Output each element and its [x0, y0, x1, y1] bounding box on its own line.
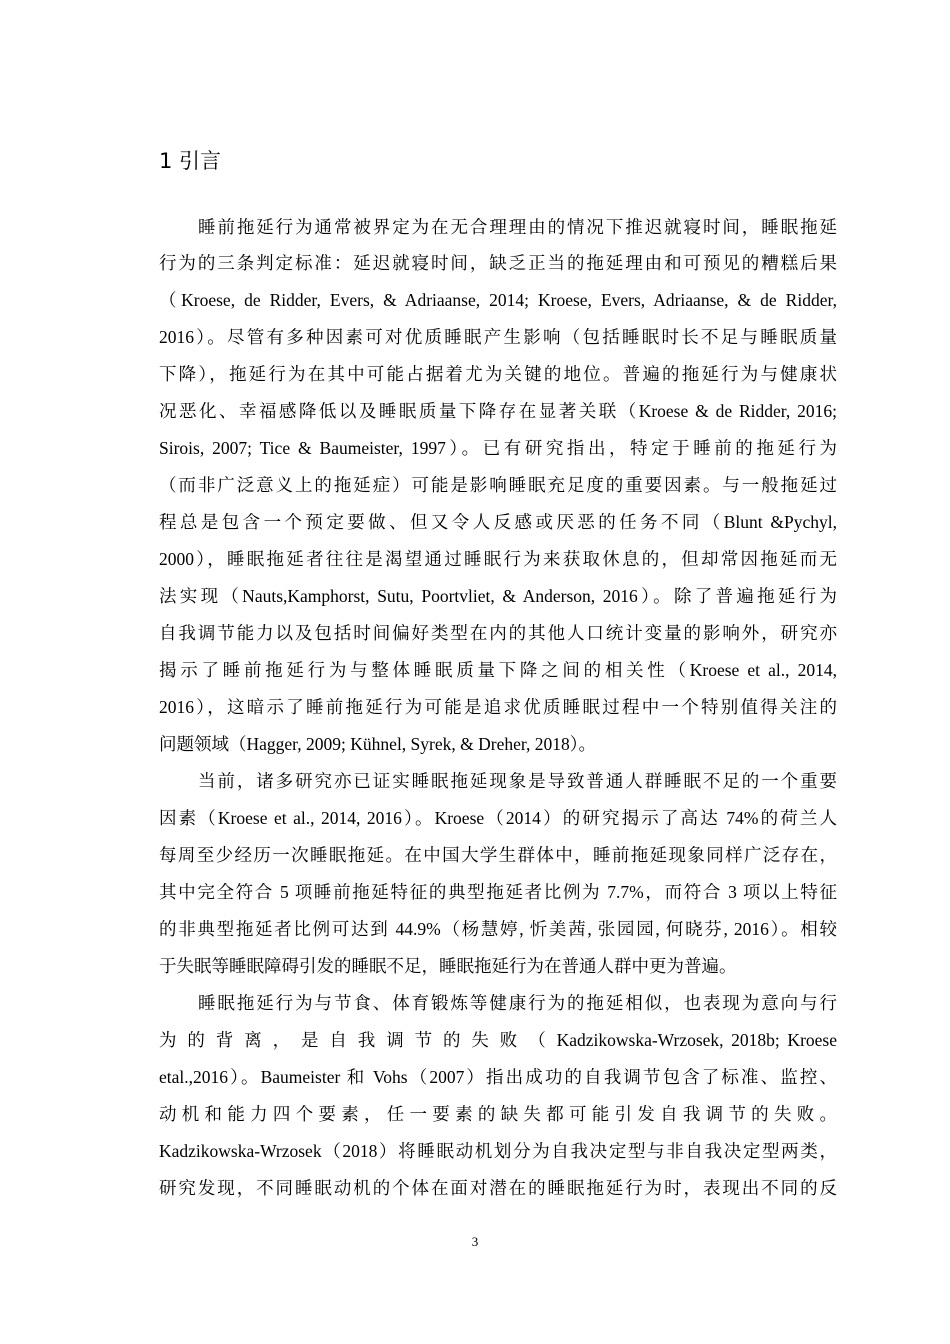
paragraph-1-line-11: 法实现（Nauts,Kamphorst, Sutu, Poortvliet, & Anderson, 2016）。除了普遍拖延行为 — [159, 586, 837, 606]
paragraph-1-line-8: （而非广泛意义上的拖延症）可能是影响睡眠充足度的重要因素。与一般拖延过 — [159, 475, 837, 495]
paragraph-2-line-6: 于失眠等睡眠障碍引发的睡眠不足，睡眠拖延行为在普通人群中更为普遍。 — [159, 956, 737, 976]
paragraph-1-line-4: 2016）。尽管有多种因素可对优质睡眠产生影响（包括睡眠时长不足与睡眠质量 — [159, 327, 837, 347]
paragraph-3-line-3: etal.,2016）。Baumeister 和 Vohs（2007）指出成功的自我调节包含了标准、监控、 — [159, 1067, 837, 1087]
paragraph-1-line-2: 行为的三条判定标准：延迟就寝时间，缺乏正当的拖延理由和可预见的糟糕后果 — [159, 253, 837, 273]
paragraph-3-line-1: 睡眠拖延行为与节食、体育锻炼等健康行为的拖延相似，也表现为意向与行 — [198, 993, 837, 1013]
paragraph-2-line-2: 因素（Kroese et al., 2014, 2016）。Kroese（2014）的研究揭示了高达 74%的荷兰人 — [159, 808, 837, 828]
paragraph-1-line-1: 睡前拖延行为通常被界定为在无合理理由的情况下推迟就寝时间，睡眠拖延 — [198, 217, 837, 237]
paragraph-1-line-15: 问题领域（Hagger, 2009; Kühnel, Syrek, & Dreher, 2018）。 — [159, 734, 596, 754]
page-number: 3 — [471, 1234, 479, 1249]
paragraph-2-line-4: 其中完全符合 5 项睡前拖延特征的典型拖延者比例为 7.7%，而符合 3 项以上特征 — [159, 882, 837, 902]
paragraph-3-line-2: 为 的 背 离 ， 是 自 我 调 节 的 失 败 （ Kadzikowska-Wrzosek, 2018b; Kroese — [159, 1030, 837, 1050]
paragraph-1-line-12: 自我调节能力以及包括时间偏好类型在内的其他人口统计变量的影响外，研究亦 — [159, 623, 837, 643]
paragraph-1-line-6: 况恶化、幸福感降低以及睡眠质量下降存在显著关联（Kroese & de Ridder, 2016; — [159, 401, 837, 421]
paragraph-3-line-4: 动 机 和 能 力 四 个 要 素 ， 任 一 要 素 的 缺 失 都 可 能 引 发 自 我 调 节 的 失 败 。 — [159, 1104, 837, 1124]
paragraph-1-line-13: 揭示了睡前拖延行为与整体睡眠质量下降之间的相关性（Kroese et al., 2014, — [159, 660, 837, 680]
paragraph-3-line-6: 研究发现，不同睡眠动机的个体在面对潜在的睡眠拖延行为时，表现出不同的反 — [159, 1178, 837, 1198]
paragraph-2-line-3: 每周至少经历一次睡眠拖延。在中国大学生群体中，睡前拖延现象同样广泛存在， — [159, 845, 837, 865]
paragraph-1-line-14: 2016），这暗示了睡前拖延行为可能是追求优质睡眠过程中一个特别值得关注的 — [159, 697, 837, 717]
paragraph-2-line-1: 当前，诸多研究亦已证实睡眠拖延现象是导致普通人群睡眠不足的一个重要 — [198, 771, 837, 791]
paragraph-1-line-10: 2000），睡眠拖延者往往是渴望通过睡眠行为来获取休息的，但却常因拖延而无 — [159, 549, 837, 569]
paragraph-2-line-5: 的非典型拖延者比例可达到 44.9%（杨慧婷, 忻美茜, 张园园, 何晓芬, 2016）。相较 — [159, 919, 837, 939]
paragraph-3-line-5: Kadzikowska-Wrzosek（2018）将睡眠动机划分为自我决定型与非自我决定型两类， — [159, 1141, 837, 1161]
paragraph-1-line-3: （Kroese, de Ridder, Evers, & Adriaanse, 2014; Kroese, Evers, Adriaanse, & de Ridder, — [159, 290, 837, 310]
paragraph-1-line-9: 程总是包含一个预定要做、但又令人反感或厌恶的任务不同（Blunt &Pychyl, — [159, 512, 837, 532]
paragraph-1-line-5: 下降），拖延行为在其中可能占据着尤为关键的地位。普遍的拖延行为与健康状 — [159, 364, 837, 384]
section-heading: 1 引言 — [159, 149, 222, 173]
paragraph-1-line-7: Sirois, 2007; Tice & Baumeister, 1997）。已有研究指出，特定于睡前的拖延行为 — [159, 438, 837, 458]
